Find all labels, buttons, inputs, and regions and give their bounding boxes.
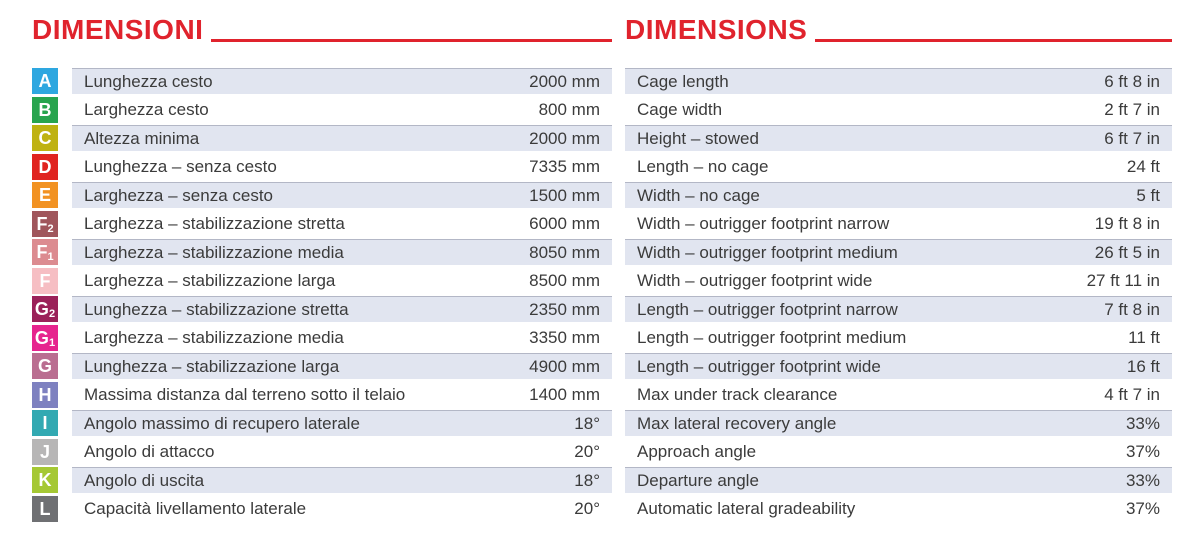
dimension-value: 20° [574, 499, 600, 518]
dimension-letter-badge [32, 268, 58, 294]
dimension-value: 6 ft 8 in [1104, 72, 1160, 91]
dimension-value: 6000 mm [529, 214, 600, 233]
dimension-label: Length – outrigger footprint narrow [637, 300, 898, 319]
dimension-value: 800 mm [538, 100, 600, 119]
dimension-value: 8500 mm [529, 271, 600, 290]
dimension-value: 20° [574, 442, 600, 461]
dimension-label: Altezza minima [84, 129, 200, 148]
table-row [32, 467, 612, 493]
dimension-label: Larghezza – stabilizzazione stretta [84, 214, 345, 233]
dimension-value: 4900 mm [529, 357, 600, 376]
dimension-label: Larghezza – stabilizzazione media [84, 243, 344, 262]
dimension-letter-badge [32, 353, 58, 379]
title-rule [211, 39, 612, 42]
dimension-value: 1400 mm [529, 385, 600, 404]
dimension-label: Larghezza cesto [84, 100, 209, 119]
dimension-value: 16 ft [1126, 357, 1160, 376]
dimension-label: Angolo di uscita [84, 471, 205, 490]
dimension-value: 37% [1125, 499, 1160, 518]
dimension-letter-badge [32, 211, 58, 237]
table-row [32, 496, 612, 522]
table-row [625, 239, 1172, 265]
row-strip [625, 353, 1172, 379]
table-row [32, 211, 612, 237]
dimension-value: 19 ft 8 in [1094, 214, 1160, 233]
dimensions-table [625, 68, 1172, 522]
dimension-label: Cage width [637, 100, 723, 119]
row-strip [625, 239, 1172, 265]
table-row [32, 325, 612, 351]
dimension-label: Max under track clearance [637, 385, 838, 404]
row-strip [625, 410, 1172, 436]
dimension-label: Massima distanza dal terreno sotto il telaio [84, 385, 406, 404]
dimension-letter-badge [32, 154, 58, 180]
dimension-value: 6 ft 7 in [1104, 129, 1160, 148]
dimension-value: 37% [1125, 442, 1160, 461]
badge-subscript: 2 [48, 308, 56, 320]
row-strip [72, 68, 612, 94]
row-strip [72, 296, 612, 322]
dimension-letter-badge [32, 125, 58, 151]
dimension-label: Lunghezza – stabilizzazione stretta [84, 300, 349, 319]
dimension-value: 5 ft [1136, 186, 1160, 205]
table-row [625, 325, 1172, 351]
badge-letter: C [38, 128, 52, 148]
row-strip [625, 97, 1172, 123]
dimension-label: Approach angle [637, 442, 757, 461]
table-row [625, 382, 1172, 408]
dimension-value: 18° [574, 471, 600, 490]
dimension-letter-badge [32, 410, 58, 436]
dimension-value: 2 ft 7 in [1104, 100, 1160, 119]
dimension-letter-badge [32, 182, 58, 208]
dimension-value: 2000 mm [529, 72, 600, 91]
table-row [32, 154, 612, 180]
badge-letter: D [38, 156, 52, 177]
table-row [32, 439, 612, 465]
dimension-label: Width – outrigger footprint narrow [637, 214, 890, 233]
row-strip [72, 211, 612, 237]
row-strip [72, 382, 612, 408]
badge-letter: F [39, 270, 51, 291]
row-strip [625, 182, 1172, 208]
dimensioni-table [32, 68, 612, 522]
row-strip [625, 496, 1172, 522]
row-strip [72, 154, 612, 180]
dimension-label: Capacità livellamento laterale [84, 499, 307, 518]
row-strip [625, 125, 1172, 151]
row-strip [72, 125, 612, 151]
row-strip [625, 68, 1172, 94]
table-row [32, 382, 612, 408]
badge-letter: B [38, 99, 52, 120]
dimension-value: 4 ft 7 in [1104, 385, 1160, 404]
table-row [32, 268, 612, 294]
row-strip [72, 439, 612, 465]
dimension-label: Length – outrigger footprint wide [637, 357, 881, 376]
badge-letter: J [39, 441, 50, 462]
dimension-label: Max lateral recovery angle [637, 414, 837, 433]
dimension-value: 24 ft [1126, 157, 1160, 176]
dimension-letter-badge [32, 325, 58, 351]
dimension-letter-badge [32, 467, 58, 493]
dimension-label: Width – outrigger footprint medium [637, 243, 898, 262]
dimension-label: Cage length [637, 72, 729, 91]
dimension-label: Larghezza – stabilizzazione larga [84, 271, 336, 290]
dimension-label: Automatic lateral gradeability [637, 499, 856, 518]
row-strip [72, 353, 612, 379]
title-rule [815, 39, 1172, 42]
dimension-letter-badge [32, 496, 58, 522]
badge-letter: F [36, 242, 48, 262]
table-row [625, 353, 1172, 379]
table-row [625, 410, 1172, 436]
dimension-letter-badge [32, 239, 58, 265]
table-row [625, 68, 1172, 94]
dimension-value: 33% [1125, 471, 1160, 490]
table-row [625, 496, 1172, 522]
dimension-value: 8050 mm [529, 243, 600, 262]
table-row [32, 125, 612, 151]
dimension-value: 3350 mm [529, 328, 600, 347]
dimensions-header [625, 16, 1172, 44]
table-row [32, 97, 612, 123]
table-row [625, 268, 1172, 294]
dimension-value: 2000 mm [529, 129, 600, 148]
section-title-italian: DIMENSIONI [32, 14, 204, 45]
dimension-value: 1500 mm [529, 186, 600, 205]
dimension-label: Lunghezza – stabilizzazione larga [84, 357, 340, 376]
table-row [625, 467, 1172, 493]
table-row [32, 410, 612, 436]
badge-letter: I [42, 413, 48, 433]
row-strip [72, 325, 612, 351]
badge-letter: A [38, 71, 52, 91]
badge-letter: E [38, 185, 51, 205]
row-strip [72, 410, 612, 436]
row-strip [625, 382, 1172, 408]
section-title-english: DIMENSIONS [625, 14, 808, 45]
table-row [625, 439, 1172, 465]
badge-letter: G [34, 299, 49, 319]
table-row [32, 239, 612, 265]
row-strip [625, 296, 1172, 322]
table-row [625, 182, 1172, 208]
table-row [32, 182, 612, 208]
dimension-label: Larghezza – senza cesto [84, 186, 274, 205]
badge-letter: K [38, 470, 52, 490]
row-strip [625, 467, 1172, 493]
row-strip [72, 496, 612, 522]
badge-letter: G [37, 356, 52, 376]
row-strip [625, 439, 1172, 465]
dimension-label: Length – outrigger footprint medium [637, 328, 907, 347]
row-strip [625, 325, 1172, 351]
dimension-value: 2350 mm [529, 300, 600, 319]
dimension-letter-badge [32, 68, 58, 94]
dimension-label: Height – stowed [637, 129, 759, 148]
badge-letter: F [36, 213, 48, 234]
row-strip [72, 239, 612, 265]
dimension-letter-badge [32, 382, 58, 408]
dimension-label: Lunghezza – senza cesto [84, 157, 277, 176]
dimension-label: Larghezza – stabilizzazione media [84, 328, 344, 347]
dimension-value: 7335 mm [529, 157, 600, 176]
badge-subscript: 2 [47, 222, 54, 235]
table-row [625, 125, 1172, 151]
table-row [625, 296, 1172, 322]
badge-letter: H [38, 384, 52, 405]
row-strip [72, 268, 612, 294]
dimension-label: Angolo massimo di recupero laterale [84, 414, 360, 433]
badge-subscript: 1 [47, 251, 54, 263]
row-strip [625, 154, 1172, 180]
row-strip [72, 467, 612, 493]
badge-letter: L [39, 498, 51, 519]
dimension-label: Angolo di attacco [84, 442, 215, 461]
dimension-label: Departure angle [637, 471, 759, 490]
row-strip [625, 211, 1172, 237]
row-strip [72, 97, 612, 123]
table-row [625, 97, 1172, 123]
dimensioni-section [32, 16, 612, 524]
dimension-value: 33% [1125, 414, 1160, 433]
row-strip [72, 182, 612, 208]
table-row [625, 211, 1172, 237]
table-row [32, 296, 612, 322]
dimension-letter-badge [32, 296, 58, 322]
dimension-value: 27 ft 11 in [1086, 271, 1160, 290]
dimension-letter-badge [32, 97, 58, 123]
dimension-label: Width – outrigger footprint wide [637, 271, 873, 290]
dimension-value: 26 ft 5 in [1094, 243, 1160, 262]
table-row [625, 154, 1172, 180]
dimension-value: 11 ft [1128, 328, 1160, 347]
dimensions-section [625, 16, 1172, 524]
dimension-label: Lunghezza cesto [84, 72, 213, 91]
dimension-value: 7 ft 8 in [1104, 300, 1160, 319]
table-row [32, 353, 612, 379]
badge-letter: G [34, 327, 49, 348]
dimension-label: Length – no cage [637, 157, 769, 176]
dimensioni-header [32, 16, 612, 44]
badge-subscript: 1 [48, 336, 56, 349]
dimension-value: 18° [574, 414, 600, 433]
dimension-label: Width – no cage [637, 186, 760, 205]
dimension-letter-badge [32, 439, 58, 465]
row-strip [625, 268, 1172, 294]
table-row [32, 68, 612, 94]
